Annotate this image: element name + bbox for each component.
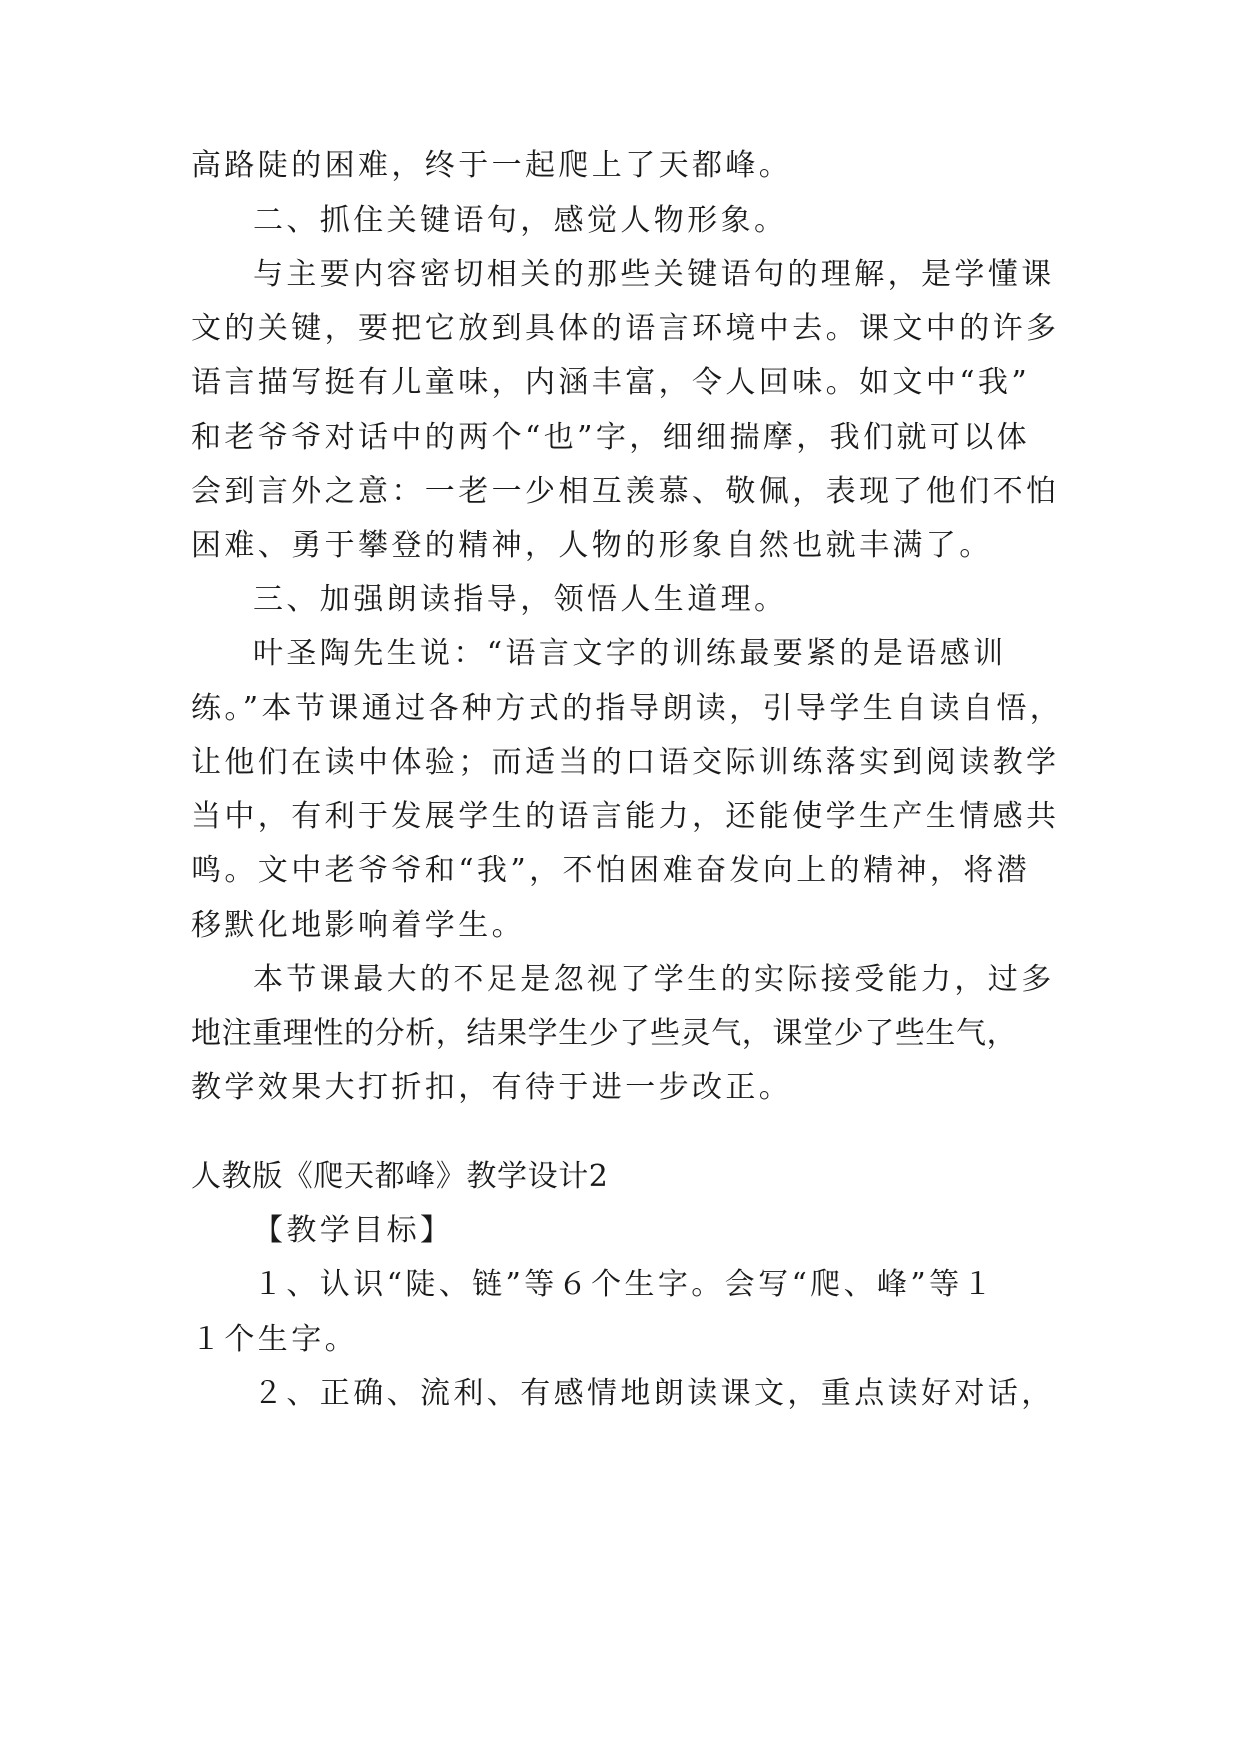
text-line: 鸣。文中老爷爷和“我”，不怕困难奋发向上的精神，将潜 (191, 853, 1031, 888)
text-line: 困难、勇于攀登的精神，人物的形象自然也就丰满了。 (191, 528, 993, 563)
list-item: １、认识“陡、链”等６个生字。会写“爬、峰”等１ (253, 1267, 996, 1302)
text-line: 移默化地影响着学生。 (191, 908, 525, 943)
text-line: 当中，有利于发展学生的语言能力，还能使学生产生情感共 (191, 799, 1060, 834)
text-line: 地注重理性的分析，结果学生少了些灵气，课堂少了些生气， (191, 1016, 1018, 1051)
text-line: 练。”本节课通过各种方式的指导朗读，引导学生自读自悟， (191, 691, 1064, 726)
text-line: 和老爷爷对话中的两个“也”字，细细揣摩，我们就可以体 (191, 420, 1031, 455)
list-item: ２、正确、流利、有感情地朗读课文，重点读好对话， (253, 1376, 1055, 1411)
section-heading: 【教学目标】 (253, 1213, 454, 1248)
section-heading: 三、加强朗读指导，领悟人生道理。 (253, 582, 788, 617)
text-line: 与主要内容密切相关的那些关键语句的理解，是学懂课 (253, 257, 1055, 292)
text-line: 高路陡的困难，终于一起爬上了天都峰。 (191, 148, 793, 183)
text-line: 教学效果大打折扣，有待于进一步改正。 (191, 1070, 793, 1105)
text-line: 叶圣陶先生说：“语言文字的训练最要紧的是语感训 (253, 636, 1007, 671)
text-line: 文的关键，要把它放到具体的语言环境中去。课文中的许多 (191, 311, 1060, 346)
document-title: 人教版《爬天都峰》教学设计2 (191, 1159, 609, 1194)
text-line: 会到言外之意：一老一少相互羡慕、敬佩，表现了他们不怕 (191, 474, 1060, 509)
section-heading: 二、抓住关键语句，感觉人物形象。 (253, 203, 788, 238)
list-item: １个生字。 (191, 1322, 358, 1357)
text-line: 让他们在读中体验；而适当的口语交际训练落实到阅读教学 (191, 745, 1060, 780)
text-line: 语言描写挺有儿童味，内涵丰富，令人回味。如文中“我” (191, 365, 1031, 400)
text-line: 本节课最大的不足是忽视了学生的实际接受能力，过多 (253, 962, 1055, 997)
